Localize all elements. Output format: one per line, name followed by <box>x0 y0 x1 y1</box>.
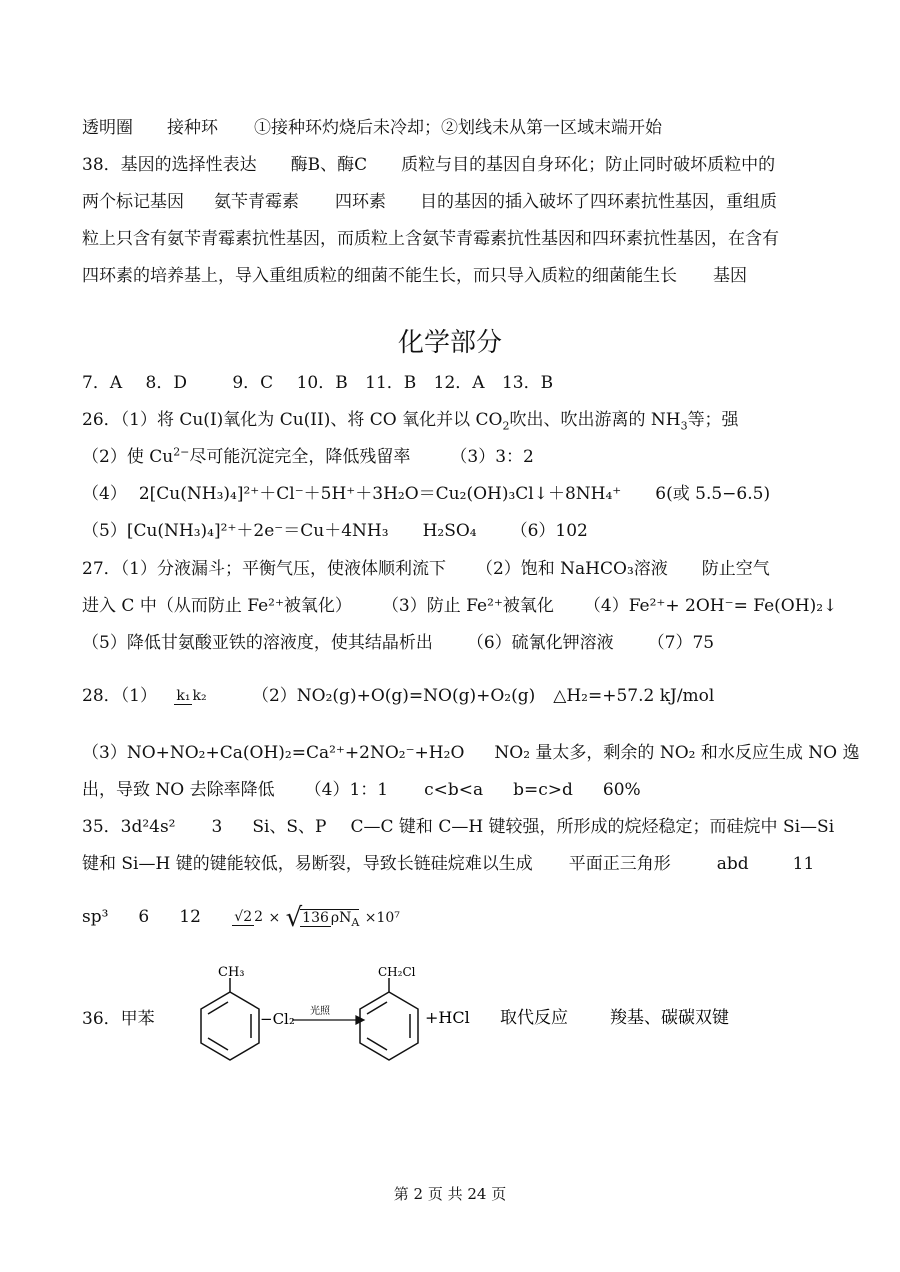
q26-line-1: 26．（1）将 Cu(I)氧化为 Cu(II)、将 CO 氧化并以 $CO_2$吹出、吹出游离的 $NH_3$等；强 <box>82 410 739 433</box>
mc-11: 11．B <box>365 373 417 393</box>
q35-line-2: 键和 Si—H 键的键能较低，易断裂，导致长链硅烷难以生成 平面正三角形 abd 11 <box>82 854 815 874</box>
q28-line-1: 28．（1） k₁ k₂ （2）NO₂(g)+O(g)=NO(g)+O₂(g) △H₂=+57.2 kJ/mol <box>82 686 715 706</box>
density-formula-radicand: 136 $\rho N_A$ <box>302 909 360 929</box>
q27-line-2: 进入 C 中（从而防止 Fe²⁺被氧化） （3）防止 Fe²⁺被氧化 （4）Fe²⁺+ 2OH⁻= Fe(OH)₂↓ <box>82 596 838 616</box>
bio-line-1: 透明圈 接种环 ①接种环灼烧后未冷却；②划线未从第一区域末端开始 <box>82 118 662 138</box>
bio-line-2: 38．基因的选择性表达 酶B、酶C 质粒与目的基因自身环化；防止同时破坏质粒中的 <box>82 155 776 175</box>
bio-line-3: 两个标记基因 氨苄青霉素 四环素 目的基因的插入破坏了四环素抗性基因，重组质 <box>82 192 777 212</box>
q27-line-3: （5）降低甘氨酸亚铁的溶液度，使其结晶析出 （6）硫氰化钾溶液 （7）75 <box>82 633 715 653</box>
q35-line-3: sp³ 6 12 √2 2 × √136 $\rho N_A \times 10^7$ <box>82 892 400 943</box>
reaction-arrow <box>292 1016 364 1024</box>
q26-line-4: （5）[Cu(NH₃)₄]²⁺＋2e⁻＝Cu＋4NH₃ H₂SO₄ （6）102 <box>82 521 588 541</box>
mc-12: 12．A <box>433 373 485 393</box>
q27-line-1: 27．（1）分液漏斗；平衡气压，使液体顺利流下 （2）饱和 NaHCO₃溶液 防止空气 <box>82 559 770 579</box>
mc-10: 10．B <box>296 373 348 393</box>
chem-section-title: 化学部分 <box>397 328 502 358</box>
toluene-structure <box>201 978 259 1060</box>
chem-mc-answers <box>82 371 553 395</box>
mc-13: 13．B <box>501 373 554 393</box>
mc-7: 7．A <box>82 373 123 393</box>
functional-groups: 羧基、碳碳双键 <box>610 1008 729 1028</box>
toluene-chlorination-scheme <box>180 960 780 1070</box>
q26-line-3: （4） 2[Cu(NH₃)₄]²⁺＋Cl⁻＋5H⁺＋3H₂O＝Cu₂(OH)₃Cl↓＋8NH₄⁺ 6(或 5.5−6.5) <box>82 484 771 504</box>
reaction-condition: 光照 <box>310 1006 330 1017</box>
density-formula-coefficient: √2 2 <box>234 909 264 925</box>
bio-line-5: 四环素的培养基上，导入重组质粒的细菌不能生长，而只导入质粒的细菌能生长 基因 <box>82 266 747 286</box>
benzyl-chloride-structure <box>360 978 418 1060</box>
bio-line-4: 粒上只含有氨苄青霉素抗性基因，而质粒上含氨苄青霉素抗性基因和四环素抗性基因，在含有 <box>82 229 779 249</box>
q28-line-3: 出，导致 NO 去除率降低 （4）1：1 c<b<a b=c>d 60% <box>82 780 641 800</box>
q26-line-2: （2）使 $Cu^{2-}$尽可能沉淀完全，降低残留率 （3）3：2 <box>82 445 534 467</box>
q26-equation: 2[Cu(NH₃)₄]²⁺＋Cl⁻＋5H⁺＋3H₂O＝Cu₂(OH)₃Cl↓＋8NH₄⁺ <box>138 484 622 504</box>
ch3-group: CH₃ <box>218 965 245 980</box>
rate-constant-fraction: k₁ k₂ <box>176 688 207 704</box>
ch2cl-group: CH₂Cl <box>378 965 416 979</box>
page-footer: 第 2 页 共 24 页 <box>393 1185 507 1203</box>
sqrt-radical: √ <box>285 902 303 933</box>
mc-8: 8．D <box>145 373 187 393</box>
q28-line-2: （3）NO+NO₂+Ca(OH)₂=Ca²⁺+2NO₂⁻+H₂O NO₂ 量太多，剩余的 NO₂ 和水反应生成 NO 逸 <box>82 743 860 763</box>
mc-9: 9．C <box>232 373 274 393</box>
reaction-type: 取代反应 <box>500 1008 568 1028</box>
cl2-reagent: −Cl₂ <box>260 1010 295 1028</box>
q35-line-1: 35．3d²4s² 3 Si、S、P C—C 键和 C—H 键较强，所形成的烷烃稳定；而硅烷中 Si—Si <box>82 817 835 837</box>
q36-label: 36．甲苯 <box>82 1009 155 1029</box>
hcl-product: +HCl <box>425 1008 470 1027</box>
